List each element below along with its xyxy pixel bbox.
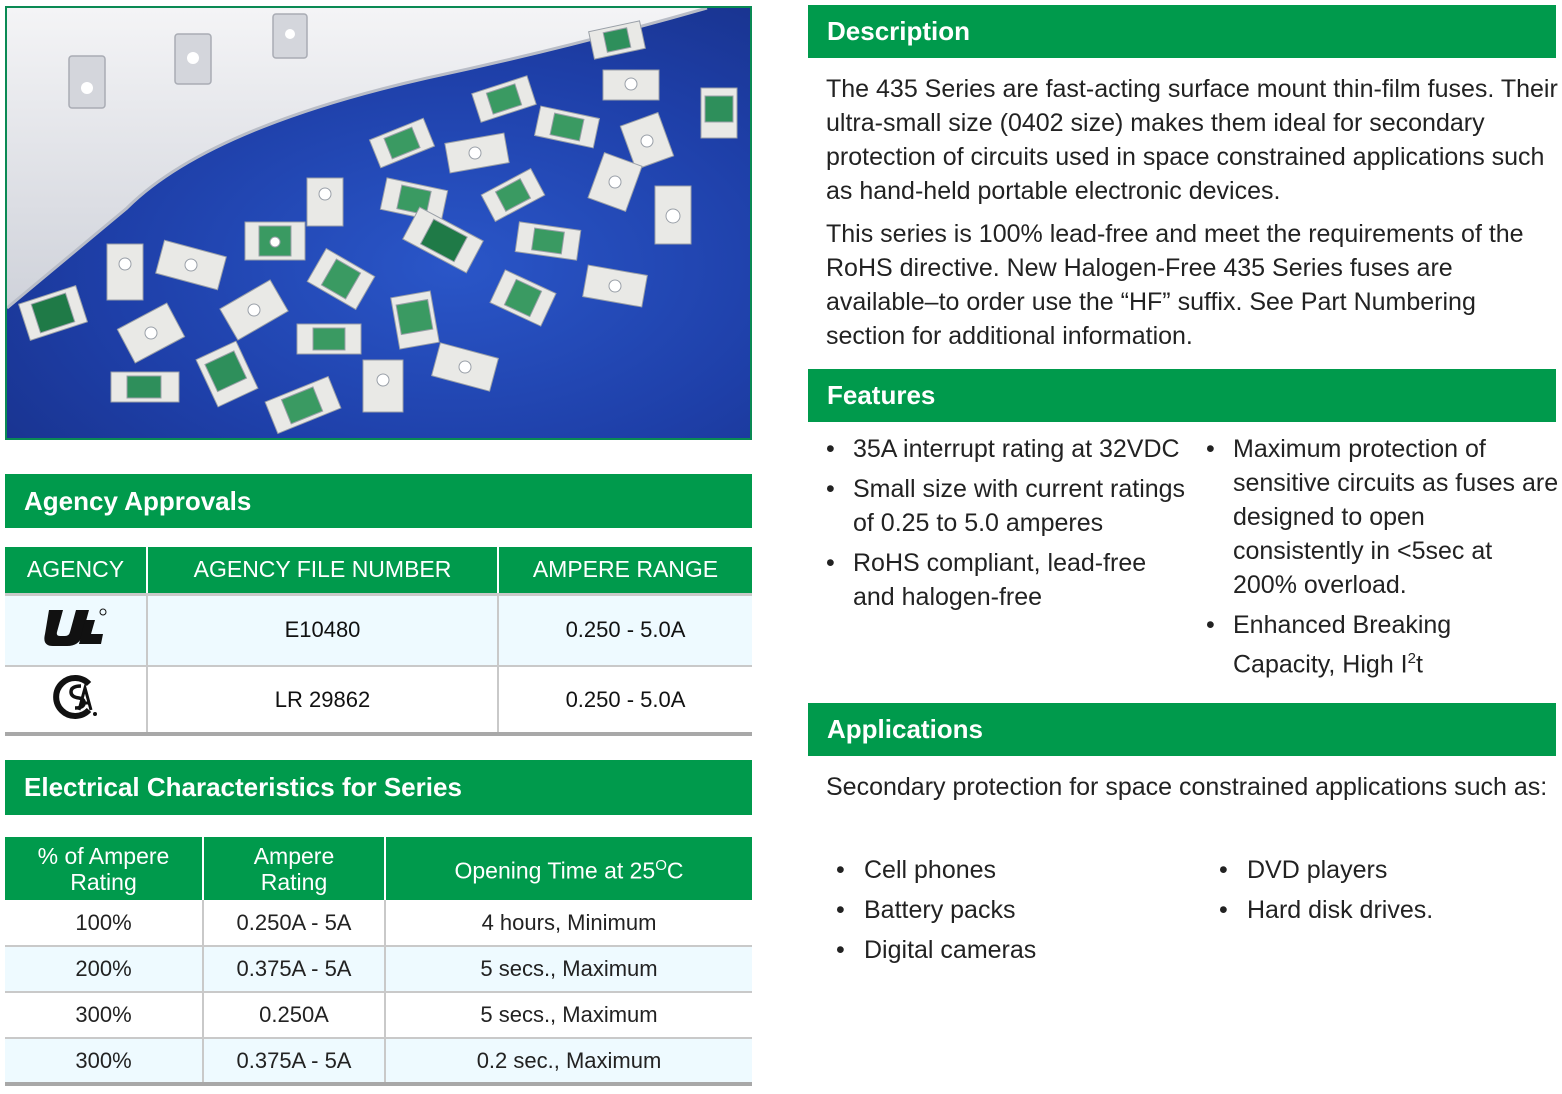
ampere-cell: 0.250A	[203, 992, 385, 1038]
column-header-percent-rating: % of Ampere Rating	[5, 837, 203, 900]
column-header-ampere-range: AMPERE RANGE	[498, 547, 752, 594]
percent-cell: 100%	[5, 900, 203, 946]
applications-list-right	[1219, 850, 1549, 930]
list-item: • Cell phones	[836, 850, 1196, 890]
ampere-cell: 0.375A - 5A	[203, 946, 385, 992]
opening-time-cell: 0.2 sec., Maximum	[385, 1038, 752, 1084]
table-header-row	[5, 547, 752, 594]
celsius-unit: C	[666, 857, 684, 884]
degree-symbol: O	[655, 857, 667, 875]
applications-heading: Applications	[808, 703, 1556, 756]
column-header-ampere-rating: Ampere Rating	[203, 837, 385, 900]
table-row	[5, 992, 752, 1038]
table-header-row	[5, 837, 752, 900]
column-header-file-number: AGENCY FILE NUMBER	[147, 547, 498, 594]
description-body	[826, 72, 1560, 362]
table-row	[5, 900, 752, 946]
applications-intro: Secondary protection for space constrained applications such as:	[826, 773, 1548, 801]
fuse-photo-icon	[7, 8, 752, 440]
percent-cell: 300%	[5, 1038, 203, 1084]
list-item: • Digital cameras	[836, 930, 1196, 970]
agency-cell	[5, 666, 147, 734]
description-paragraph: The 435 Series are fast-acting surface mount thin-film fuses. Their ultra-small size (0402 size) makes them ideal for secondary protection of circuits used in space constrained applications such as hand-held portable electronic devices.	[826, 75, 1558, 205]
applications-list-left	[836, 850, 1196, 970]
ampere-cell: 0.250A - 5A	[203, 900, 385, 946]
list-item: • Battery packs	[836, 890, 1196, 930]
description-heading: Description	[808, 5, 1556, 58]
agency-file-number: LR 29862	[147, 666, 498, 734]
list-item: • Small size with current ratings of 0.25 to 5.0 amperes	[826, 472, 1186, 540]
percent-cell: 200%	[5, 946, 203, 992]
electrical-characteristics-heading: Electrical Characteristics for Series	[5, 760, 752, 815]
list-item: • DVD players	[1219, 850, 1549, 890]
list-item: • 35A interrupt rating at 32VDC	[826, 432, 1186, 466]
ul-logo-icon	[43, 606, 109, 648]
opening-time-cell: 5 secs., Maximum	[385, 992, 752, 1038]
agency-ampere-range: 0.250 - 5.0A	[498, 594, 752, 666]
description-paragraph: This series is 100% lead-free and meet the requirements of the RoHS directive. New Halogen-Free 435 Series fuses are available–to order use the “HF” suffix. See Part Numbering section for additional information.	[826, 220, 1524, 350]
column-header-agency: AGENCY	[5, 547, 147, 594]
agency-approvals-heading: Agency Approvals	[5, 474, 752, 528]
electrical-characteristics-table	[5, 837, 752, 1086]
list-item: • Maximum protection of sensitive circuits as fuses are designed to open consistently in <5sec at 200% overload.	[1206, 432, 1560, 602]
feature-text-suffix: t	[1415, 650, 1423, 679]
feature-text: Enhanced Breaking Capacity, High I	[1233, 611, 1452, 679]
percent-cell: 300%	[5, 992, 203, 1038]
features-list-left	[826, 432, 1186, 620]
table-row	[5, 946, 752, 992]
csa-logo-icon	[51, 674, 101, 720]
agency-file-number: E10480	[147, 594, 498, 666]
list-item: • Hard disk drives.	[1219, 890, 1549, 930]
list-item	[1206, 608, 1560, 681]
ampere-cell: 0.375A - 5A	[203, 1038, 385, 1084]
table-row	[5, 1038, 752, 1084]
agency-approvals-table	[5, 547, 752, 736]
features-list-right	[1206, 432, 1560, 687]
opening-time-label: Opening Time at 25	[454, 857, 656, 884]
superscript-two: 2	[1407, 650, 1416, 667]
product-photo	[5, 6, 752, 440]
table-row	[5, 666, 752, 734]
list-item: • RoHS compliant, lead-free and halogen-free	[826, 546, 1186, 614]
table-row	[5, 594, 752, 666]
agency-cell	[5, 594, 147, 666]
opening-time-cell: 4 hours, Minimum	[385, 900, 752, 946]
column-header-opening-time	[385, 837, 752, 900]
features-heading: Features	[808, 369, 1556, 422]
agency-ampere-range: 0.250 - 5.0A	[498, 666, 752, 734]
opening-time-cell: 5 secs., Maximum	[385, 946, 752, 992]
